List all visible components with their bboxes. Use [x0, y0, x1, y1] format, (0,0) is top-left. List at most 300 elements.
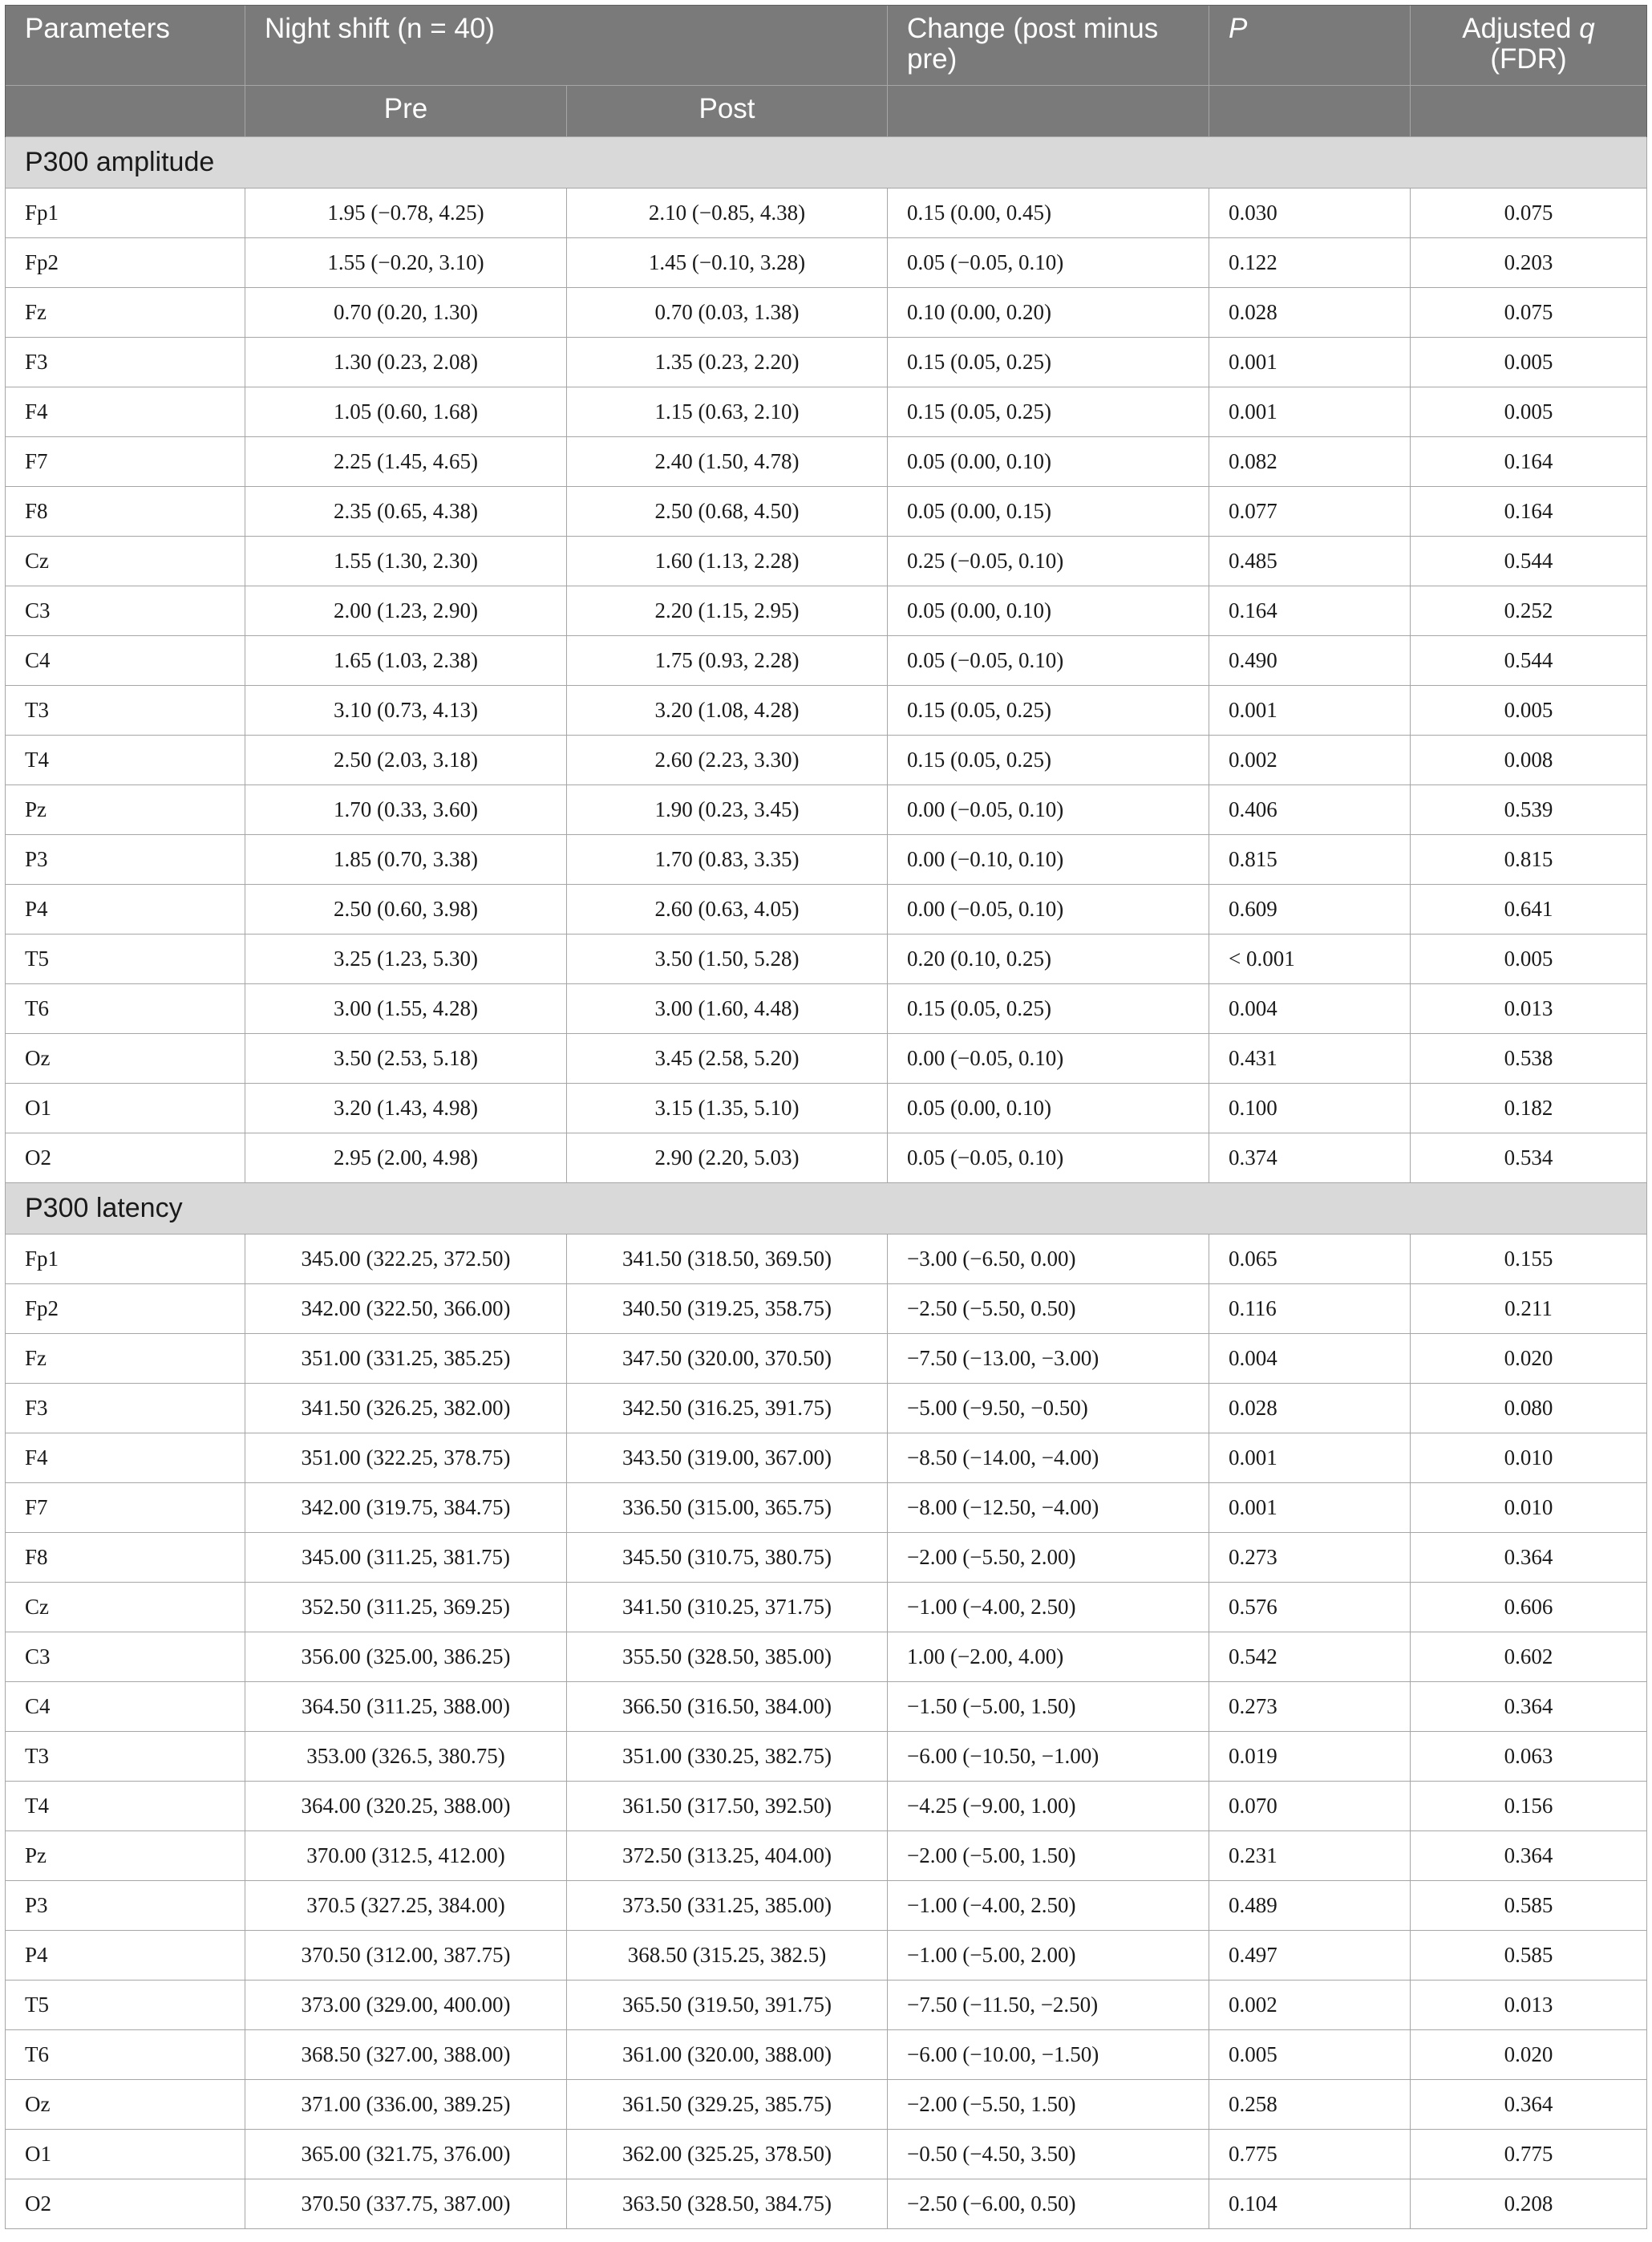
cell-adjusted-q: 0.364	[1411, 1533, 1647, 1583]
cell-parameter: O1	[6, 1084, 245, 1133]
cell-post: 3.20 (1.08, 4.28)	[567, 686, 888, 736]
cell-post: 1.70 (0.83, 3.35)	[567, 835, 888, 885]
cell-pre: 1.05 (0.60, 1.68)	[245, 387, 567, 437]
cell-pre: 1.85 (0.70, 3.38)	[245, 835, 567, 885]
cell-adjusted-q: 0.075	[1411, 189, 1647, 238]
cell-parameter: F8	[6, 1533, 245, 1583]
cell-pre: 3.25 (1.23, 5.30)	[245, 935, 567, 984]
cell-change: 0.05 (0.00, 0.10)	[888, 1084, 1209, 1133]
cell-adjusted-q: 0.641	[1411, 885, 1647, 935]
header-row-primary	[6, 6, 1647, 86]
cell-adjusted-q: 0.203	[1411, 238, 1647, 288]
cell-p-value: 0.273	[1209, 1682, 1411, 1732]
cell-post: 3.45 (2.58, 5.20)	[567, 1034, 888, 1084]
cell-adjusted-q: 0.544	[1411, 537, 1647, 586]
cell-pre: 356.00 (325.00, 386.25)	[245, 1632, 567, 1682]
cell-p-value: 0.489	[1209, 1881, 1411, 1931]
cell-change: −2.00 (−5.50, 1.50)	[888, 2080, 1209, 2130]
table-row	[6, 1284, 1647, 1334]
cell-adjusted-q: 0.164	[1411, 487, 1647, 537]
cell-pre: 351.00 (322.25, 378.75)	[245, 1433, 567, 1483]
cell-adjusted-q: 0.544	[1411, 636, 1647, 686]
table-row	[6, 1881, 1647, 1931]
table-row	[6, 686, 1647, 736]
section-title: P300 latency	[6, 1183, 1647, 1235]
cell-pre: 352.50 (311.25, 369.25)	[245, 1583, 567, 1632]
cell-p-value: 0.815	[1209, 835, 1411, 885]
cell-adjusted-q: 0.208	[1411, 2179, 1647, 2229]
cell-parameter: T6	[6, 2030, 245, 2080]
cell-post: 363.50 (328.50, 384.75)	[567, 2179, 888, 2229]
cell-change: −8.50 (−14.00, −4.00)	[888, 1433, 1209, 1483]
cell-pre: 3.20 (1.43, 4.98)	[245, 1084, 567, 1133]
cell-change: −3.00 (−6.50, 0.00)	[888, 1235, 1209, 1284]
cell-adjusted-q: 0.585	[1411, 1881, 1647, 1931]
cell-p-value: 0.431	[1209, 1034, 1411, 1084]
cell-post: 342.50 (316.25, 391.75)	[567, 1384, 888, 1433]
header-change: Change (post minus pre)	[888, 6, 1209, 86]
cell-p-value: 0.077	[1209, 487, 1411, 537]
cell-change: 0.00 (−0.05, 0.10)	[888, 885, 1209, 935]
cell-p-value: 0.002	[1209, 1981, 1411, 2030]
cell-parameter: Fz	[6, 288, 245, 338]
cell-p-value: 0.497	[1209, 1931, 1411, 1981]
table-row	[6, 1334, 1647, 1384]
cell-change: −7.50 (−13.00, −3.00)	[888, 1334, 1209, 1384]
cell-change: −2.50 (−6.00, 0.50)	[888, 2179, 1209, 2229]
cell-p-value: 0.001	[1209, 1483, 1411, 1533]
cell-pre: 3.00 (1.55, 4.28)	[245, 984, 567, 1034]
cell-parameter: T5	[6, 935, 245, 984]
cell-post: 2.90 (2.20, 5.03)	[567, 1133, 888, 1183]
table-row	[6, 2080, 1647, 2130]
cell-change: −1.00 (−4.00, 2.50)	[888, 1583, 1209, 1632]
cell-adjusted-q: 0.013	[1411, 1981, 1647, 2030]
cell-adjusted-q: 0.775	[1411, 2130, 1647, 2179]
cell-pre: 2.25 (1.45, 4.65)	[245, 437, 567, 487]
table-row	[6, 1931, 1647, 1981]
cell-post: 1.90 (0.23, 3.45)	[567, 785, 888, 835]
cell-p-value: 0.070	[1209, 1782, 1411, 1831]
cell-pre: 1.65 (1.03, 2.38)	[245, 636, 567, 686]
cell-post: 2.50 (0.68, 4.50)	[567, 487, 888, 537]
cell-post: 341.50 (310.25, 371.75)	[567, 1583, 888, 1632]
table-row	[6, 586, 1647, 636]
table-row	[6, 338, 1647, 387]
cell-parameter: O2	[6, 2179, 245, 2229]
cell-parameter: Cz	[6, 1583, 245, 1632]
cell-pre: 371.00 (336.00, 389.25)	[245, 2080, 567, 2130]
table-row	[6, 189, 1647, 238]
results-table	[5, 5, 1647, 2229]
table-row	[6, 2130, 1647, 2179]
cell-p-value: 0.609	[1209, 885, 1411, 935]
cell-adjusted-q: 0.364	[1411, 2080, 1647, 2130]
cell-adjusted-q: 0.010	[1411, 1433, 1647, 1483]
table-row	[6, 885, 1647, 935]
cell-p-value: 0.100	[1209, 1084, 1411, 1133]
cell-p-value: 0.001	[1209, 387, 1411, 437]
cell-adjusted-q: 0.606	[1411, 1583, 1647, 1632]
cell-post: 362.00 (325.25, 378.50)	[567, 2130, 888, 2179]
cell-change: −0.50 (−4.50, 3.50)	[888, 2130, 1209, 2179]
table-row	[6, 2179, 1647, 2229]
cell-parameter: Cz	[6, 537, 245, 586]
cell-post: 366.50 (316.50, 384.00)	[567, 1682, 888, 1732]
cell-change: −6.00 (−10.50, −1.00)	[888, 1732, 1209, 1782]
cell-adjusted-q: 0.364	[1411, 1682, 1647, 1732]
cell-change: −2.50 (−5.50, 0.50)	[888, 1284, 1209, 1334]
cell-adjusted-q: 0.252	[1411, 586, 1647, 636]
cell-pre: 365.00 (321.75, 376.00)	[245, 2130, 567, 2179]
table-row	[6, 1831, 1647, 1881]
table-row	[6, 387, 1647, 437]
table-row	[6, 1583, 1647, 1632]
cell-post: 2.60 (0.63, 4.05)	[567, 885, 888, 935]
cell-adjusted-q: 0.013	[1411, 984, 1647, 1034]
header-q-symbol: q	[1579, 13, 1595, 44]
cell-post: 336.50 (315.00, 365.75)	[567, 1483, 888, 1533]
cell-p-value: 0.002	[1209, 736, 1411, 785]
cell-change: 0.00 (−0.05, 0.10)	[888, 785, 1209, 835]
cell-adjusted-q: 0.020	[1411, 2030, 1647, 2080]
cell-post: 1.45 (−0.10, 3.28)	[567, 238, 888, 288]
table-row	[6, 2030, 1647, 2080]
header-adjusted-q	[1411, 6, 1647, 86]
cell-parameter: F8	[6, 487, 245, 537]
cell-parameter: Oz	[6, 1034, 245, 1084]
table-row	[6, 1732, 1647, 1782]
cell-p-value: 0.005	[1209, 2030, 1411, 2080]
cell-parameter: P3	[6, 1881, 245, 1931]
cell-p-value: 0.116	[1209, 1284, 1411, 1334]
table-row	[6, 537, 1647, 586]
cell-p-value: 0.028	[1209, 1384, 1411, 1433]
cell-adjusted-q: 0.585	[1411, 1931, 1647, 1981]
cell-parameter: F7	[6, 437, 245, 487]
cell-post: 1.15 (0.63, 2.10)	[567, 387, 888, 437]
cell-p-value: 0.082	[1209, 437, 1411, 487]
cell-adjusted-q: 0.815	[1411, 835, 1647, 885]
cell-adjusted-q: 0.020	[1411, 1334, 1647, 1384]
cell-parameter: C3	[6, 1632, 245, 1682]
cell-p-value: 0.001	[1209, 338, 1411, 387]
table-row	[6, 984, 1647, 1034]
cell-post: 3.15 (1.35, 5.10)	[567, 1084, 888, 1133]
cell-change: 0.05 (−0.05, 0.10)	[888, 636, 1209, 686]
table-row	[6, 1034, 1647, 1084]
cell-parameter: P3	[6, 835, 245, 885]
cell-adjusted-q: 0.156	[1411, 1782, 1647, 1831]
cell-change: −1.00 (−4.00, 2.50)	[888, 1881, 1209, 1931]
cell-adjusted-q: 0.005	[1411, 686, 1647, 736]
cell-parameter: C4	[6, 636, 245, 686]
cell-change: 1.00 (−2.00, 4.00)	[888, 1632, 1209, 1682]
cell-parameter: Oz	[6, 2080, 245, 2130]
cell-adjusted-q: 0.182	[1411, 1084, 1647, 1133]
cell-p-value: 0.065	[1209, 1235, 1411, 1284]
cell-p-value: 0.231	[1209, 1831, 1411, 1881]
header-blank	[1411, 86, 1647, 137]
header-parameters: Parameters	[6, 6, 245, 86]
cell-pre: 2.95 (2.00, 4.98)	[245, 1133, 567, 1183]
cell-pre: 2.00 (1.23, 2.90)	[245, 586, 567, 636]
header-adjusted-label: Adjusted	[1462, 13, 1572, 44]
cell-pre: 370.00 (312.5, 412.00)	[245, 1831, 567, 1881]
cell-p-value: 0.374	[1209, 1133, 1411, 1183]
cell-pre: 342.00 (319.75, 384.75)	[245, 1483, 567, 1533]
cell-post: 340.50 (319.25, 358.75)	[567, 1284, 888, 1334]
table-body	[6, 137, 1647, 2229]
cell-change: −1.00 (−5.00, 2.00)	[888, 1931, 1209, 1981]
cell-pre: 351.00 (331.25, 385.25)	[245, 1334, 567, 1384]
table-row	[6, 1782, 1647, 1831]
cell-post: 1.35 (0.23, 2.20)	[567, 338, 888, 387]
cell-pre: 2.35 (0.65, 4.38)	[245, 487, 567, 537]
cell-post: 373.50 (331.25, 385.00)	[567, 1881, 888, 1931]
cell-parameter: F3	[6, 338, 245, 387]
table-row	[6, 835, 1647, 885]
cell-post: 365.50 (319.50, 391.75)	[567, 1981, 888, 2030]
cell-p-value: 0.001	[1209, 1433, 1411, 1483]
table-row	[6, 288, 1647, 338]
cell-post: 345.50 (310.75, 380.75)	[567, 1533, 888, 1583]
cell-parameter: T4	[6, 736, 245, 785]
header-post: Post	[567, 86, 888, 137]
cell-pre: 353.00 (326.5, 380.75)	[245, 1732, 567, 1782]
cell-change: 0.00 (−0.05, 0.10)	[888, 1034, 1209, 1084]
table-row	[6, 1632, 1647, 1682]
cell-adjusted-q: 0.008	[1411, 736, 1647, 785]
cell-post: 368.50 (315.25, 382.5)	[567, 1931, 888, 1981]
header-row-secondary	[6, 86, 1647, 137]
cell-p-value: 0.775	[1209, 2130, 1411, 2179]
table-row	[6, 1981, 1647, 2030]
cell-parameter: F3	[6, 1384, 245, 1433]
cell-post: 3.00 (1.60, 4.48)	[567, 984, 888, 1034]
cell-post: 2.40 (1.50, 4.78)	[567, 437, 888, 487]
table-row	[6, 1084, 1647, 1133]
cell-pre: 370.50 (312.00, 387.75)	[245, 1931, 567, 1981]
table-row	[6, 1682, 1647, 1732]
table-row	[6, 1433, 1647, 1483]
cell-pre: 345.00 (311.25, 381.75)	[245, 1533, 567, 1583]
cell-parameter: C4	[6, 1682, 245, 1732]
header-night-shift: Night shift (n = 40)	[245, 6, 888, 86]
cell-p-value: 0.030	[1209, 189, 1411, 238]
cell-p-value: < 0.001	[1209, 935, 1411, 984]
cell-post: 355.50 (328.50, 385.00)	[567, 1632, 888, 1682]
cell-p-value: 0.004	[1209, 984, 1411, 1034]
cell-post: 372.50 (313.25, 404.00)	[567, 1831, 888, 1881]
cell-parameter: Fz	[6, 1334, 245, 1384]
cell-change: 0.15 (0.00, 0.45)	[888, 189, 1209, 238]
table-row	[6, 1533, 1647, 1583]
cell-post: 1.75 (0.93, 2.28)	[567, 636, 888, 686]
cell-post: 2.10 (−0.85, 4.38)	[567, 189, 888, 238]
header-fdr: (FDR)	[1490, 43, 1567, 75]
table-row	[6, 1235, 1647, 1284]
cell-adjusted-q: 0.005	[1411, 338, 1647, 387]
cell-change: −2.00 (−5.00, 1.50)	[888, 1831, 1209, 1881]
cell-p-value: 0.485	[1209, 537, 1411, 586]
cell-parameter: P4	[6, 885, 245, 935]
cell-post: 347.50 (320.00, 370.50)	[567, 1334, 888, 1384]
cell-pre: 1.55 (−0.20, 3.10)	[245, 238, 567, 288]
cell-parameter: Fp2	[6, 238, 245, 288]
section-row	[6, 137, 1647, 189]
cell-adjusted-q: 0.075	[1411, 288, 1647, 338]
cell-adjusted-q: 0.080	[1411, 1384, 1647, 1433]
cell-change: 0.05 (−0.05, 0.10)	[888, 238, 1209, 288]
table-row	[6, 437, 1647, 487]
cell-post: 351.00 (330.25, 382.75)	[567, 1732, 888, 1782]
cell-post: 3.50 (1.50, 5.28)	[567, 935, 888, 984]
cell-parameter: Fp2	[6, 1284, 245, 1334]
cell-post: 2.20 (1.15, 2.95)	[567, 586, 888, 636]
cell-pre: 1.70 (0.33, 3.60)	[245, 785, 567, 835]
cell-post: 361.50 (317.50, 392.50)	[567, 1782, 888, 1831]
table-row	[6, 636, 1647, 686]
cell-parameter: F7	[6, 1483, 245, 1533]
cell-adjusted-q: 0.063	[1411, 1732, 1647, 1782]
cell-p-value: 0.122	[1209, 238, 1411, 288]
cell-parameter: F4	[6, 387, 245, 437]
cell-parameter: O1	[6, 2130, 245, 2179]
cell-parameter: T6	[6, 984, 245, 1034]
cell-parameter: T5	[6, 1981, 245, 2030]
cell-p-value: 0.004	[1209, 1334, 1411, 1384]
cell-parameter: Fp1	[6, 189, 245, 238]
cell-pre: 1.55 (1.30, 2.30)	[245, 537, 567, 586]
cell-post: 0.70 (0.03, 1.38)	[567, 288, 888, 338]
cell-pre: 0.70 (0.20, 1.30)	[245, 288, 567, 338]
cell-change: −1.50 (−5.00, 1.50)	[888, 1682, 1209, 1732]
cell-change: −7.50 (−11.50, −2.50)	[888, 1981, 1209, 2030]
cell-post: 2.60 (2.23, 3.30)	[567, 736, 888, 785]
cell-change: 0.05 (0.00, 0.10)	[888, 586, 1209, 636]
cell-p-value: 0.164	[1209, 586, 1411, 636]
table-row	[6, 1384, 1647, 1433]
table-row	[6, 736, 1647, 785]
cell-post: 343.50 (319.00, 367.00)	[567, 1433, 888, 1483]
cell-pre: 345.00 (322.25, 372.50)	[245, 1235, 567, 1284]
cell-p-value: 0.001	[1209, 686, 1411, 736]
cell-change: 0.20 (0.10, 0.25)	[888, 935, 1209, 984]
cell-post: 1.60 (1.13, 2.28)	[567, 537, 888, 586]
cell-parameter: Pz	[6, 1831, 245, 1881]
cell-adjusted-q: 0.005	[1411, 387, 1647, 437]
cell-p-value: 0.406	[1209, 785, 1411, 835]
cell-p-value: 0.019	[1209, 1732, 1411, 1782]
cell-change: 0.05 (0.00, 0.15)	[888, 487, 1209, 537]
cell-change: 0.05 (0.00, 0.10)	[888, 437, 1209, 487]
cell-change: 0.05 (−0.05, 0.10)	[888, 1133, 1209, 1183]
cell-change: −6.00 (−10.00, −1.50)	[888, 2030, 1209, 2080]
cell-adjusted-q: 0.010	[1411, 1483, 1647, 1533]
cell-change: 0.00 (−0.10, 0.10)	[888, 835, 1209, 885]
cell-parameter: O2	[6, 1133, 245, 1183]
header-p: P	[1209, 6, 1411, 86]
cell-post: 361.50 (329.25, 385.75)	[567, 2080, 888, 2130]
cell-pre: 368.50 (327.00, 388.00)	[245, 2030, 567, 2080]
cell-change: 0.15 (0.05, 0.25)	[888, 984, 1209, 1034]
cell-adjusted-q: 0.211	[1411, 1284, 1647, 1334]
cell-change: −2.00 (−5.50, 2.00)	[888, 1533, 1209, 1583]
header-blank	[888, 86, 1209, 137]
section-row	[6, 1183, 1647, 1235]
cell-change: −8.00 (−12.50, −4.00)	[888, 1483, 1209, 1533]
cell-parameter: F4	[6, 1433, 245, 1483]
cell-parameter: P4	[6, 1931, 245, 1981]
cell-adjusted-q: 0.602	[1411, 1632, 1647, 1682]
cell-p-value: 0.104	[1209, 2179, 1411, 2229]
cell-pre: 3.10 (0.73, 4.13)	[245, 686, 567, 736]
cell-adjusted-q: 0.155	[1411, 1235, 1647, 1284]
table-header	[6, 6, 1647, 137]
cell-change: −4.25 (−9.00, 1.00)	[888, 1782, 1209, 1831]
header-blank	[6, 86, 245, 137]
cell-pre: 3.50 (2.53, 5.18)	[245, 1034, 567, 1084]
cell-change: 0.10 (0.00, 0.20)	[888, 288, 1209, 338]
cell-pre: 370.50 (337.75, 387.00)	[245, 2179, 567, 2229]
cell-pre: 1.30 (0.23, 2.08)	[245, 338, 567, 387]
cell-change: −5.00 (−9.50, −0.50)	[888, 1384, 1209, 1433]
table-row	[6, 1483, 1647, 1533]
cell-p-value: 0.028	[1209, 288, 1411, 338]
cell-parameter: Pz	[6, 785, 245, 835]
section-title: P300 amplitude	[6, 137, 1647, 189]
cell-adjusted-q: 0.534	[1411, 1133, 1647, 1183]
table-row	[6, 785, 1647, 835]
header-pre: Pre	[245, 86, 567, 137]
cell-p-value: 0.258	[1209, 2080, 1411, 2130]
cell-change: 0.15 (0.05, 0.25)	[888, 736, 1209, 785]
cell-pre: 2.50 (2.03, 3.18)	[245, 736, 567, 785]
cell-adjusted-q: 0.539	[1411, 785, 1647, 835]
cell-parameter: Fp1	[6, 1235, 245, 1284]
cell-parameter: T3	[6, 686, 245, 736]
cell-pre: 373.00 (329.00, 400.00)	[245, 1981, 567, 2030]
cell-post: 341.50 (318.50, 369.50)	[567, 1235, 888, 1284]
header-blank	[1209, 86, 1411, 137]
cell-pre: 2.50 (0.60, 3.98)	[245, 885, 567, 935]
cell-adjusted-q: 0.364	[1411, 1831, 1647, 1881]
cell-change: 0.15 (0.05, 0.25)	[888, 686, 1209, 736]
cell-post: 361.00 (320.00, 388.00)	[567, 2030, 888, 2080]
table-row	[6, 935, 1647, 984]
cell-pre: 342.00 (322.50, 366.00)	[245, 1284, 567, 1334]
cell-parameter: C3	[6, 586, 245, 636]
cell-adjusted-q: 0.005	[1411, 935, 1647, 984]
cell-p-value: 0.576	[1209, 1583, 1411, 1632]
cell-adjusted-q: 0.164	[1411, 437, 1647, 487]
cell-pre: 364.50 (311.25, 388.00)	[245, 1682, 567, 1732]
cell-change: 0.15 (0.05, 0.25)	[888, 387, 1209, 437]
cell-change: 0.25 (−0.05, 0.10)	[888, 537, 1209, 586]
cell-change: 0.15 (0.05, 0.25)	[888, 338, 1209, 387]
table-row	[6, 487, 1647, 537]
cell-pre: 370.5 (327.25, 384.00)	[245, 1881, 567, 1931]
cell-parameter: T3	[6, 1732, 245, 1782]
cell-adjusted-q: 0.538	[1411, 1034, 1647, 1084]
cell-parameter: T4	[6, 1782, 245, 1831]
cell-p-value: 0.490	[1209, 636, 1411, 686]
cell-pre: 1.95 (−0.78, 4.25)	[245, 189, 567, 238]
cell-p-value: 0.273	[1209, 1533, 1411, 1583]
table-row	[6, 238, 1647, 288]
table-row	[6, 1133, 1647, 1183]
